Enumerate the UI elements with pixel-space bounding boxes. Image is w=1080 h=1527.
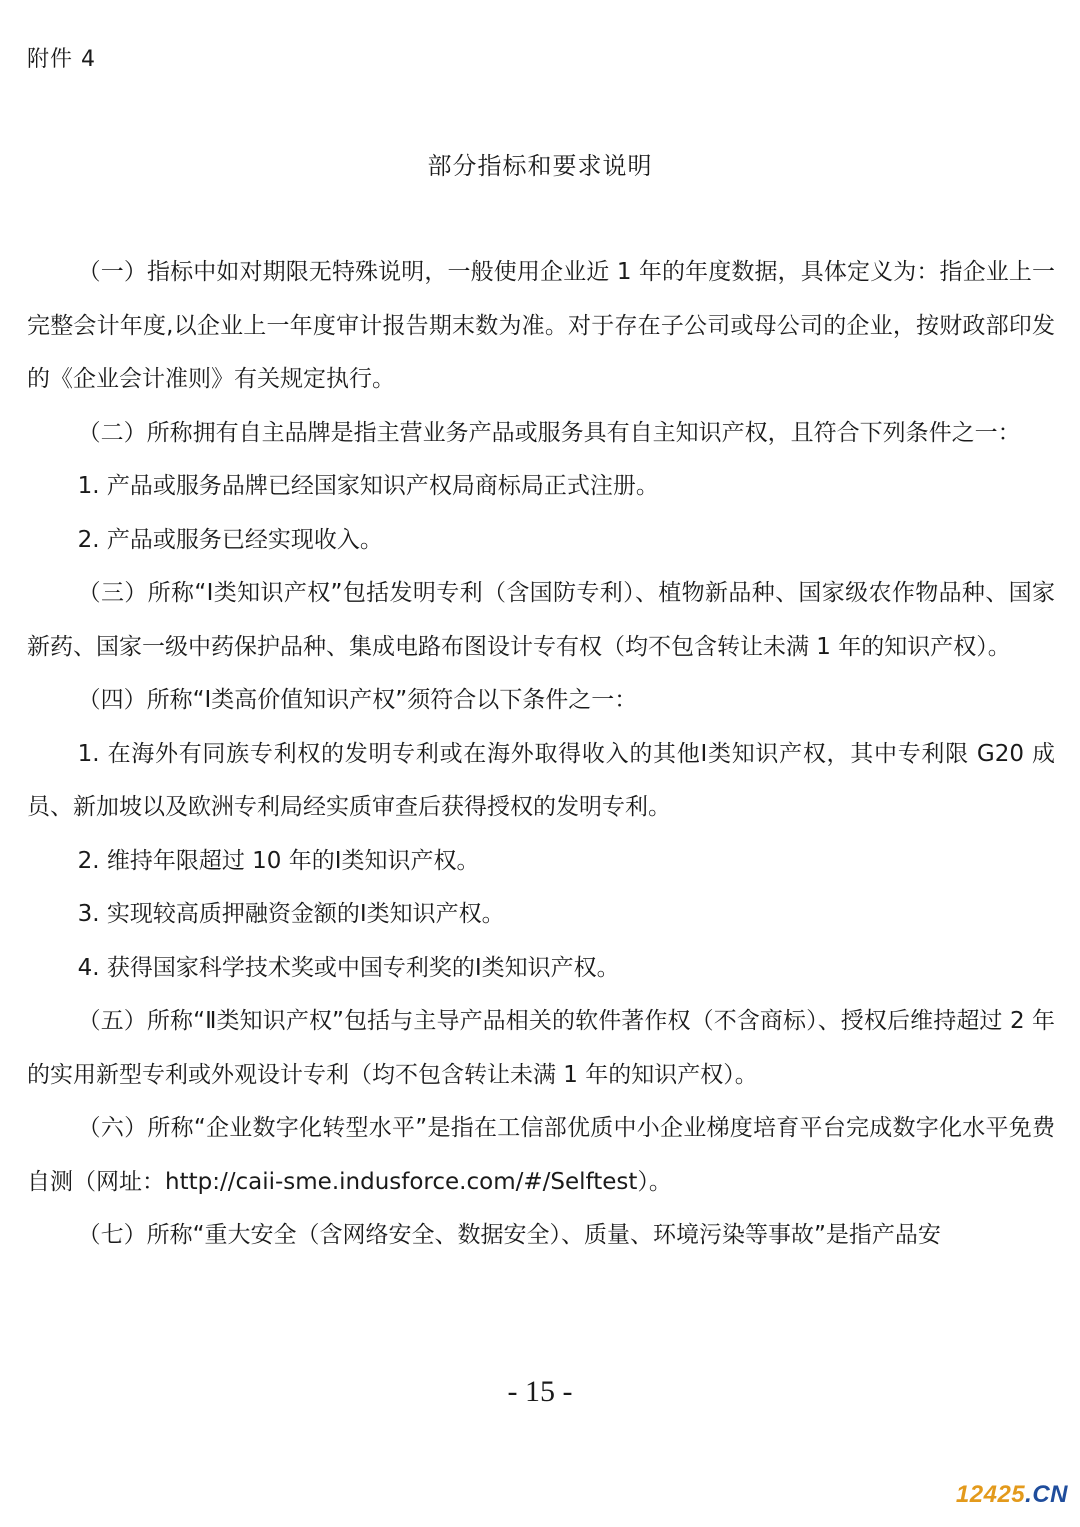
list-item: 3. 实现较高质押融资金额的Ⅰ类知识产权。 — [77, 901, 505, 927]
document-body — [27, 246, 1055, 1263]
watermark-dot: . — [1025, 1481, 1033, 1508]
list-item: 2. 产品或服务已经实现收入。 — [77, 526, 383, 553]
paragraph-4: （四）所称“Ⅰ类高价值知识产权”须符合以下条件之一： — [77, 687, 638, 713]
watermark-tld: CN — [1032, 1481, 1068, 1508]
paragraph-5: （五）所称“Ⅱ类知识产权”包括与主导产品相关的软件著作权（不含商标）、授权后维持超过 2 年的实用新型专利或外观设计专利（均不包含转让未满 1 年的知识产权）。 — [27, 1008, 1055, 1088]
paragraph-2: （二）所称拥有自主品牌是指主营业务产品或服务具有自主知识产权，且符合下列条件之一： — [77, 419, 1021, 446]
page-number: - 15 - — [507, 1375, 573, 1408]
list-item: 1. 产品或服务品牌已经国家知识产权局商标局正式注册。 — [77, 473, 659, 499]
paragraph-7: （七）所称“重大安全（含网络安全、数据安全）、质量、环境污染等事故”是指产品安 — [77, 1222, 941, 1248]
list-item: 2. 维持年限超过 10 年的Ⅰ类知识产权。 — [77, 847, 480, 874]
document-title: 部分指标和要求说明 — [427, 152, 653, 180]
list-item: 1. 在海外有同族专利权的发明专利或在海外取得收入的其他Ⅰ类知识产权，其中专利限 G20 成员、新加坡以及欧洲专利局经实质审查后获得授权的发明专利。 — [27, 740, 1056, 820]
watermark-digits: 12425 — [955, 1481, 1026, 1508]
paragraph-3: （三）所称“Ⅰ类知识产权”包括发明专利（含国防专利）、植物新品种、国家级农作物品种、国家新药、国家一级中药保护品种、集成电路布图设计专有权（均不包含转让未满 1 年的知识产权）。 — [27, 580, 1055, 660]
paragraph-6: （六）所称“企业数字化转型水平”是指在工信部优质中小企业梯度培育平台完成数字化水平免费自测（网址：http://caii-sme.indusforce.com/#/Selftest）。 — [27, 1115, 1055, 1195]
paragraph-1: （一）指标中如对期限无特殊说明，一般使用企业近 1 年的年度数据，具体定义为：指企业上一完整会计年度,以企业上一年度审计报告期末数为准。对于存在子公司或母公司的企业，按财政部印发的《企业会计准则》有关规定执行。 — [27, 259, 1055, 392]
attachment-label: 附件 4 — [27, 47, 96, 72]
site-watermark — [956, 1481, 1068, 1509]
list-item: 4. 获得国家科学技术奖或中国专利奖的Ⅰ类知识产权。 — [77, 954, 620, 981]
